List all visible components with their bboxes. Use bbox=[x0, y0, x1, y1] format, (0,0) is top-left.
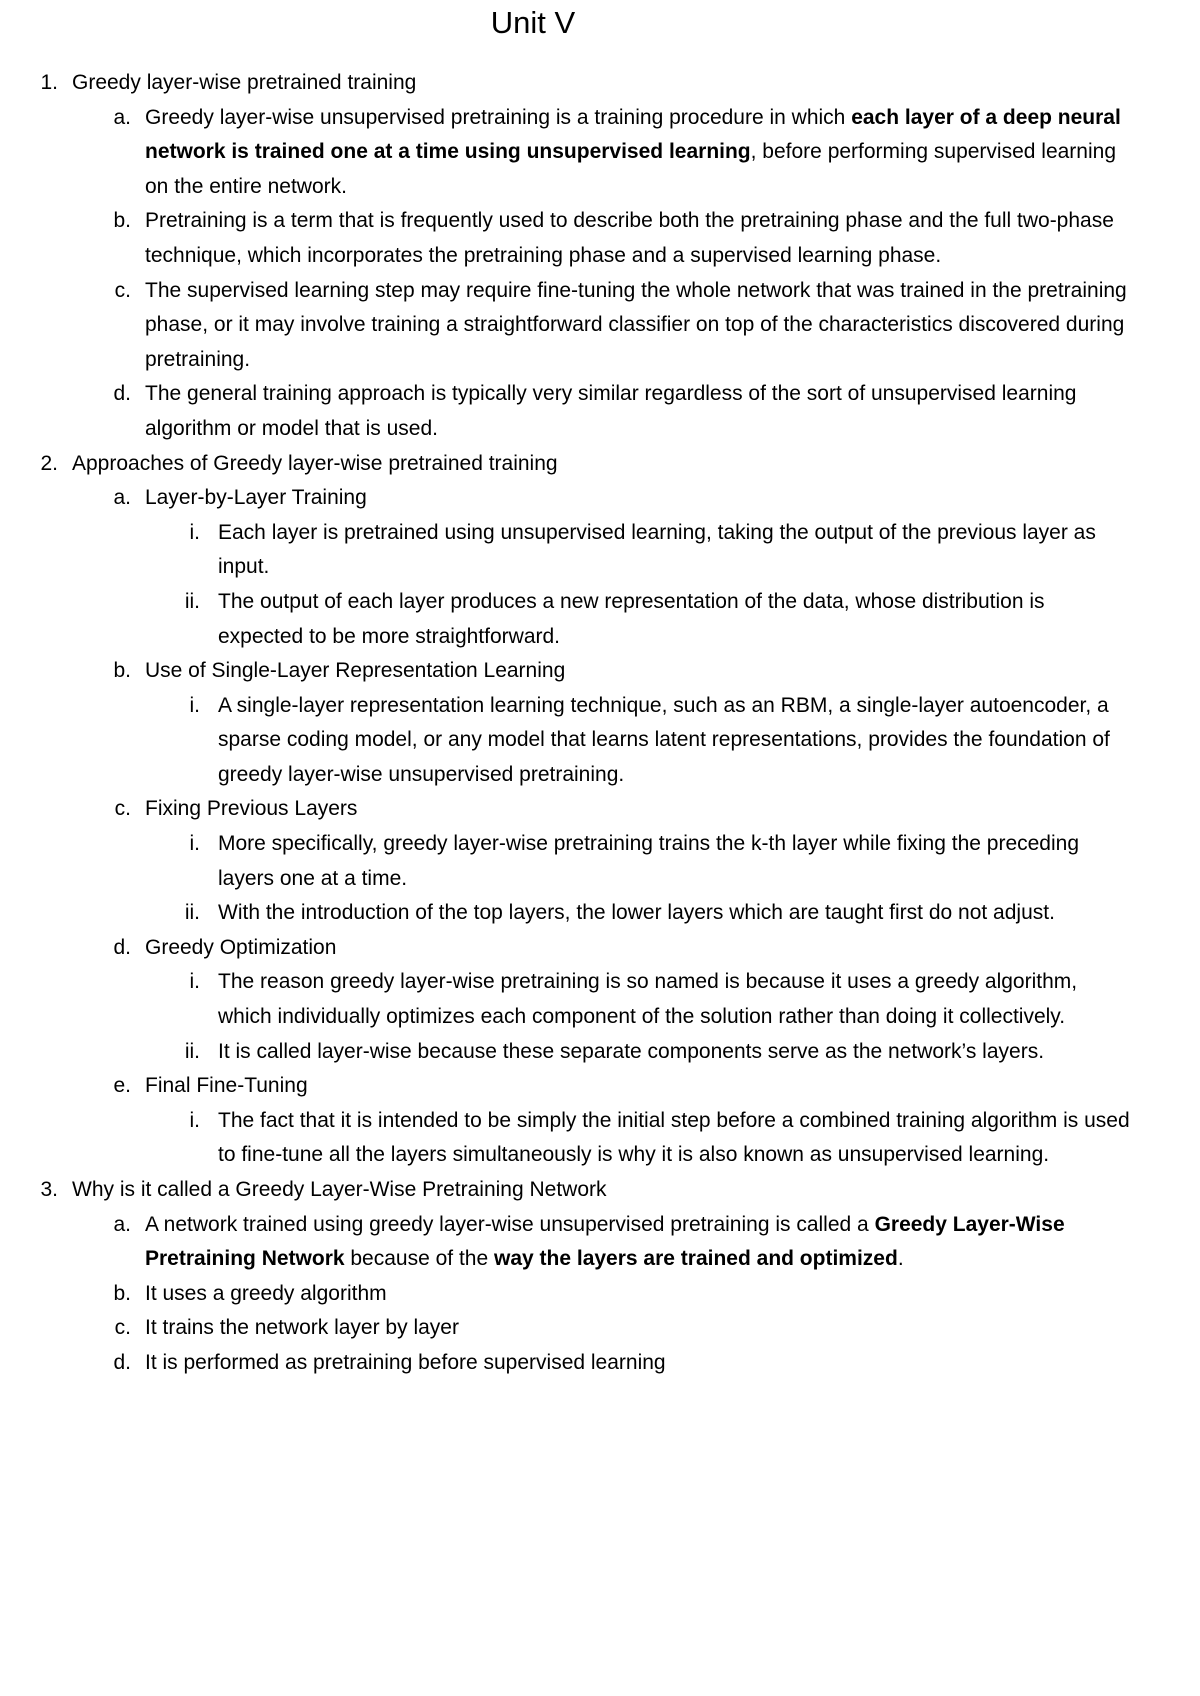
list-marker: c. bbox=[114, 278, 131, 302]
list-marker: i. bbox=[189, 1108, 200, 1132]
list-marker: ii. bbox=[184, 1039, 200, 1063]
list-item-text: More specifically, greedy layer-wise pretraining trains the k-th layer while fixing the preceding layers one at a time. bbox=[218, 832, 1079, 890]
list-item-text: It uses a greedy algorithm bbox=[145, 1281, 387, 1305]
list-item-level-3 bbox=[0, 896, 1130, 931]
list-item-text: The reason greedy layer-wise pretraining is so named is because it uses a greedy algorithm, which individually optimizes each component of the solution rather than doing it collectively. bbox=[218, 970, 1078, 1029]
list-marker: 1. bbox=[40, 71, 58, 94]
list-item-level-3 bbox=[0, 689, 1130, 793]
list-item-level-3 bbox=[0, 1035, 1130, 1070]
list-item-text: The output of each layer produces a new representation of the data, whose distribution is expected to be more straightforward. bbox=[218, 589, 1045, 648]
list-marker: i. bbox=[189, 520, 200, 544]
list-item-level-2 bbox=[0, 1346, 1130, 1381]
list-item-text: Greedy Optimization bbox=[145, 935, 337, 959]
list-item-text: The general training approach is typically very similar regardless of the sort of unsupervised learning algorithm or model that is used. bbox=[145, 382, 1077, 440]
list-item-level-2 bbox=[0, 204, 1130, 273]
list-item-text: Why is it called a Greedy Layer-Wise Pretraining Network bbox=[72, 1178, 607, 1201]
list-item-text: The fact that it is intended to be simply the initial step before a combined training algorithm is used to fine-tune all the layers simultaneously is why it is also known as unsupervised learning. bbox=[218, 1108, 1130, 1167]
list-item-level-1 bbox=[0, 66, 1130, 101]
list-marker: 3. bbox=[40, 1178, 58, 1201]
list-marker: b. bbox=[113, 1281, 131, 1305]
list-item-text: Layer-by-Layer Training bbox=[145, 486, 367, 510]
list-marker: d. bbox=[113, 935, 131, 959]
list-item-level-2 bbox=[0, 654, 1130, 689]
list-marker: a. bbox=[113, 1212, 131, 1236]
list-item-level-3 bbox=[0, 516, 1130, 585]
list-item-level-2 bbox=[0, 1069, 1130, 1104]
list-marker: e. bbox=[113, 1074, 131, 1098]
list-item-level-2 bbox=[0, 1277, 1130, 1312]
list-item-level-3 bbox=[0, 827, 1130, 896]
list-item-text: Use of Single-Layer Representation Learning bbox=[145, 659, 566, 683]
list-item-text: With the introduction of the top layers, the lower layers which are taught first do not adjust. bbox=[218, 901, 1055, 925]
list-item-level-2 bbox=[0, 481, 1130, 516]
list-item-level-2 bbox=[0, 1208, 1130, 1277]
list-item-level-2 bbox=[0, 377, 1130, 446]
list-marker: 2. bbox=[40, 451, 58, 475]
document-body bbox=[0, 66, 1130, 1381]
list-marker: i. bbox=[189, 693, 200, 717]
list-item-text: Approaches of Greedy layer-wise pretrained training bbox=[72, 451, 558, 475]
list-item-level-3 bbox=[0, 1104, 1130, 1173]
list-item-text: A single-layer representation learning technique, such as an RBM, a single-layer autoencoder, a sparse coding model, or any model that learns latent representations, provides the foundation of greedy layer-wise unsupervised pretraining. bbox=[218, 693, 1110, 786]
list-item-text: Fixing Previous Layers bbox=[145, 797, 358, 821]
page-title: Unit V bbox=[490, 5, 576, 40]
list-item-text: The supervised learning step may require fine-tuning the whole network that was trained in the pretraining phase, or it may involve training a straightforward classifier on top of the characteristics discovered during pretraining. bbox=[145, 278, 1127, 371]
list-item-text: It is called layer-wise because these separate components serve as the network’s layers. bbox=[218, 1039, 1045, 1063]
list-item-level-1 bbox=[0, 447, 1130, 482]
list-item-level-1 bbox=[0, 1173, 1130, 1208]
list-item-level-2 bbox=[0, 101, 1130, 205]
list-item-level-2 bbox=[0, 931, 1130, 966]
list-item-text: Greedy layer-wise pretrained training bbox=[72, 71, 417, 94]
list-item-level-3 bbox=[0, 965, 1130, 1034]
list-item-text: Final Fine-Tuning bbox=[145, 1074, 308, 1098]
list-item-level-2 bbox=[0, 274, 1130, 378]
list-marker: ii. bbox=[184, 589, 200, 613]
list-item-text: It is performed as pretraining before supervised learning bbox=[145, 1350, 666, 1374]
list-marker: b. bbox=[113, 659, 131, 683]
list-marker: c. bbox=[114, 1316, 131, 1340]
list-item-text: Greedy layer-wise unsupervised pretraining is a training procedure in which each layer of a deep neural network is trained one at a time using unsupervised learning, before performing supervised learning on the entire network. bbox=[145, 105, 1121, 198]
list-marker: c. bbox=[114, 797, 131, 821]
list-marker: a. bbox=[113, 486, 131, 510]
list-item-text: A network trained using greedy layer-wise unsupervised pretraining is called a Greedy Layer-Wise Pretraining Network because of the way the layers are trained and optimized. bbox=[145, 1212, 1065, 1271]
list-marker: i. bbox=[189, 832, 200, 856]
list-item-text: Each layer is pretrained using unsupervised learning, taking the output of the previous layer as input. bbox=[218, 520, 1096, 579]
list-item-level-2 bbox=[0, 792, 1130, 827]
list-marker: b. bbox=[113, 209, 131, 233]
list-marker: a. bbox=[113, 105, 131, 129]
list-item-level-3 bbox=[0, 585, 1130, 654]
list-item-text: It trains the network layer by layer bbox=[145, 1316, 459, 1340]
list-marker: i. bbox=[189, 970, 200, 994]
list-marker: d. bbox=[113, 382, 131, 406]
list-marker: ii. bbox=[184, 901, 200, 925]
list-marker: d. bbox=[113, 1350, 131, 1374]
list-item-text: Pretraining is a term that is frequently used to describe both the pretraining phase and the full two-phase technique, which incorporates the pretraining phase and a supervised learning phase. bbox=[145, 209, 1114, 267]
list-item-level-2 bbox=[0, 1311, 1130, 1346]
